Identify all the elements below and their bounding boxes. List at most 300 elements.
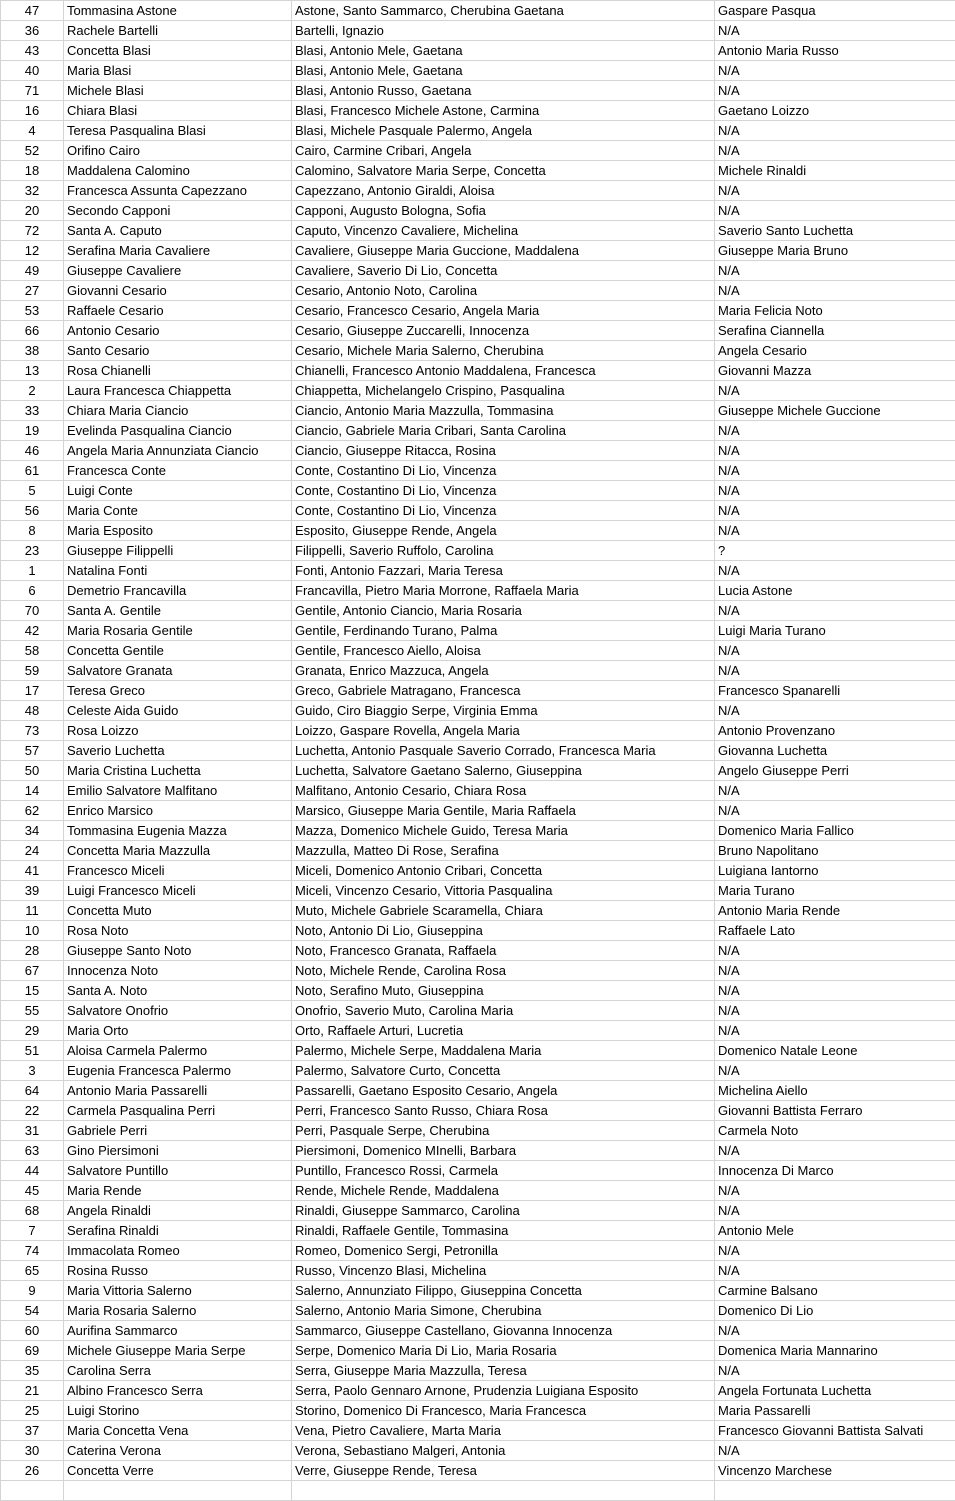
- spouse-cell[interactable]: N/A: [715, 561, 955, 581]
- name-cell[interactable]: Maria Conte: [64, 501, 292, 521]
- name-cell[interactable]: Salvatore Granata: [64, 661, 292, 681]
- record-number-cell[interactable]: 40: [1, 61, 64, 81]
- spouse-cell[interactable]: N/A: [715, 61, 955, 81]
- name-cell[interactable]: Serafina Maria Cavaliere: [64, 241, 292, 261]
- spouse-cell[interactable]: N/A: [715, 141, 955, 161]
- parents-cell[interactable]: Puntillo, Francesco Rossi, Carmela: [292, 1161, 715, 1181]
- parents-cell[interactable]: Verre, Giuseppe Rende, Teresa: [292, 1461, 715, 1481]
- name-cell[interactable]: Chiara Blasi: [64, 101, 292, 121]
- record-number-cell[interactable]: 47: [1, 1, 64, 21]
- spouse-cell[interactable]: Gaspare Pasqua: [715, 1, 955, 21]
- name-cell[interactable]: Michele Blasi: [64, 81, 292, 101]
- name-cell[interactable]: Orifino Cairo: [64, 141, 292, 161]
- record-number-cell[interactable]: 27: [1, 281, 64, 301]
- parents-cell[interactable]: Esposito, Giuseppe Rende, Angela: [292, 521, 715, 541]
- name-cell[interactable]: Salvatore Onofrio: [64, 1001, 292, 1021]
- name-cell[interactable]: Angela Maria Annunziata Ciancio: [64, 441, 292, 461]
- record-number-cell[interactable]: 63: [1, 1141, 64, 1161]
- record-number-cell[interactable]: 68: [1, 1201, 64, 1221]
- parents-cell[interactable]: Noto, Francesco Granata, Raffaela: [292, 941, 715, 961]
- record-number-cell[interactable]: 52: [1, 141, 64, 161]
- record-number-cell[interactable]: 67: [1, 961, 64, 981]
- parents-cell[interactable]: Marsico, Giuseppe Maria Gentile, Maria Raffaela: [292, 801, 715, 821]
- parents-cell[interactable]: Perri, Francesco Santo Russo, Chiara Rosa: [292, 1101, 715, 1121]
- spouse-cell[interactable]: Serafina Ciannella: [715, 321, 955, 341]
- name-cell[interactable]: Maria Rosaria Gentile: [64, 621, 292, 641]
- name-cell[interactable]: Rosa Chianelli: [64, 361, 292, 381]
- empty-cell[interactable]: [1, 1481, 64, 1501]
- name-cell[interactable]: Santa A. Gentile: [64, 601, 292, 621]
- spouse-cell[interactable]: Maria Passarelli: [715, 1401, 955, 1421]
- record-number-cell[interactable]: 59: [1, 661, 64, 681]
- record-number-cell[interactable]: 6: [1, 581, 64, 601]
- spouse-cell[interactable]: Vincenzo Marchese: [715, 1461, 955, 1481]
- empty-cell[interactable]: [292, 1481, 715, 1501]
- name-cell[interactable]: Caterina Verona: [64, 1441, 292, 1461]
- record-number-cell[interactable]: 5: [1, 481, 64, 501]
- parents-cell[interactable]: Ciancio, Giuseppe Ritacca, Rosina: [292, 441, 715, 461]
- name-cell[interactable]: Chiara Maria Ciancio: [64, 401, 292, 421]
- name-cell[interactable]: Rosa Noto: [64, 921, 292, 941]
- spouse-cell[interactable]: N/A: [715, 201, 955, 221]
- spouse-cell[interactable]: N/A: [715, 1261, 955, 1281]
- name-cell[interactable]: Secondo Capponi: [64, 201, 292, 221]
- spouse-cell[interactable]: Antonio Mele: [715, 1221, 955, 1241]
- record-number-cell[interactable]: 37: [1, 1421, 64, 1441]
- record-number-cell[interactable]: 50: [1, 761, 64, 781]
- record-number-cell[interactable]: 3: [1, 1061, 64, 1081]
- record-number-cell[interactable]: 60: [1, 1321, 64, 1341]
- record-number-cell[interactable]: 10: [1, 921, 64, 941]
- parents-cell[interactable]: Noto, Serafino Muto, Giuseppina: [292, 981, 715, 1001]
- parents-cell[interactable]: Rinaldi, Raffaele Gentile, Tommasina: [292, 1221, 715, 1241]
- record-number-cell[interactable]: 31: [1, 1121, 64, 1141]
- record-number-cell[interactable]: 32: [1, 181, 64, 201]
- parents-cell[interactable]: Loizzo, Gaspare Rovella, Angela Maria: [292, 721, 715, 741]
- name-cell[interactable]: Rosina Russo: [64, 1261, 292, 1281]
- record-number-cell[interactable]: 51: [1, 1041, 64, 1061]
- spouse-cell[interactable]: Angelo Giuseppe Perri: [715, 761, 955, 781]
- spouse-cell[interactable]: N/A: [715, 1061, 955, 1081]
- spouse-cell[interactable]: Giovanna Luchetta: [715, 741, 955, 761]
- parents-cell[interactable]: Noto, Antonio Di Lio, Giuseppina: [292, 921, 715, 941]
- parents-cell[interactable]: Blasi, Michele Pasquale Palermo, Angela: [292, 121, 715, 141]
- spouse-cell[interactable]: Carmela Noto: [715, 1121, 955, 1141]
- record-number-cell[interactable]: 71: [1, 81, 64, 101]
- name-cell[interactable]: Francesca Conte: [64, 461, 292, 481]
- parents-cell[interactable]: Passarelli, Gaetano Esposito Cesario, Angela: [292, 1081, 715, 1101]
- name-cell[interactable]: Giovanni Cesario: [64, 281, 292, 301]
- name-cell[interactable]: Concetta Blasi: [64, 41, 292, 61]
- parents-cell[interactable]: Sammarco, Giuseppe Castellano, Giovanna Innocenza: [292, 1321, 715, 1341]
- name-cell[interactable]: Immacolata Romeo: [64, 1241, 292, 1261]
- parents-cell[interactable]: Ciancio, Antonio Maria Mazzulla, Tommasina: [292, 401, 715, 421]
- name-cell[interactable]: Raffaele Cesario: [64, 301, 292, 321]
- name-cell[interactable]: Enrico Marsico: [64, 801, 292, 821]
- record-number-cell[interactable]: 17: [1, 681, 64, 701]
- spouse-cell[interactable]: N/A: [715, 521, 955, 541]
- record-number-cell[interactable]: 8: [1, 521, 64, 541]
- spouse-cell[interactable]: Maria Turano: [715, 881, 955, 901]
- spouse-cell[interactable]: N/A: [715, 1241, 955, 1261]
- name-cell[interactable]: Tommasina Astone: [64, 1, 292, 21]
- parents-cell[interactable]: Gentile, Ferdinando Turano, Palma: [292, 621, 715, 641]
- spouse-cell[interactable]: N/A: [715, 601, 955, 621]
- parents-cell[interactable]: Piersimoni, Domenico MInelli, Barbara: [292, 1141, 715, 1161]
- name-cell[interactable]: Gino Piersimoni: [64, 1141, 292, 1161]
- record-number-cell[interactable]: 48: [1, 701, 64, 721]
- record-number-cell[interactable]: 16: [1, 101, 64, 121]
- parents-cell[interactable]: Granata, Enrico Mazzuca, Angela: [292, 661, 715, 681]
- parents-cell[interactable]: Luchetta, Antonio Pasquale Saverio Corrado, Francesca Maria: [292, 741, 715, 761]
- record-number-cell[interactable]: 29: [1, 1021, 64, 1041]
- spouse-cell[interactable]: N/A: [715, 701, 955, 721]
- spouse-cell[interactable]: Saverio Santo Luchetta: [715, 221, 955, 241]
- parents-cell[interactable]: Cavaliere, Saverio Di Lio, Concetta: [292, 261, 715, 281]
- record-number-cell[interactable]: 4: [1, 121, 64, 141]
- parents-cell[interactable]: Rinaldi, Giuseppe Sammarco, Carolina: [292, 1201, 715, 1221]
- name-cell[interactable]: Maria Vittoria Salerno: [64, 1281, 292, 1301]
- spouse-cell[interactable]: N/A: [715, 381, 955, 401]
- record-number-cell[interactable]: 30: [1, 1441, 64, 1461]
- parents-cell[interactable]: Conte, Costantino Di Lio, Vincenza: [292, 481, 715, 501]
- name-cell[interactable]: Francesco Miceli: [64, 861, 292, 881]
- spouse-cell[interactable]: ?: [715, 541, 955, 561]
- empty-cell[interactable]: [715, 1481, 955, 1501]
- name-cell[interactable]: Santa A. Caputo: [64, 221, 292, 241]
- spouse-cell[interactable]: Angela Cesario: [715, 341, 955, 361]
- parents-cell[interactable]: Mazza, Domenico Michele Guido, Teresa Maria: [292, 821, 715, 841]
- record-number-cell[interactable]: 28: [1, 941, 64, 961]
- parents-cell[interactable]: Malfitano, Antonio Cesario, Chiara Rosa: [292, 781, 715, 801]
- spouse-cell[interactable]: Michele Rinaldi: [715, 161, 955, 181]
- record-number-cell[interactable]: 19: [1, 421, 64, 441]
- name-cell[interactable]: Antonio Cesario: [64, 321, 292, 341]
- parents-cell[interactable]: Chiappetta, Michelangelo Crispino, Pasqualina: [292, 381, 715, 401]
- record-number-cell[interactable]: 36: [1, 21, 64, 41]
- record-number-cell[interactable]: 56: [1, 501, 64, 521]
- parents-cell[interactable]: Miceli, Domenico Antonio Cribari, Concetta: [292, 861, 715, 881]
- record-number-cell[interactable]: 46: [1, 441, 64, 461]
- spouse-cell[interactable]: Giovanni Mazza: [715, 361, 955, 381]
- name-cell[interactable]: Rachele Bartelli: [64, 21, 292, 41]
- spouse-cell[interactable]: N/A: [715, 1441, 955, 1461]
- parents-cell[interactable]: Russo, Vincenzo Blasi, Michelina: [292, 1261, 715, 1281]
- spouse-cell[interactable]: Domenica Maria Mannarino: [715, 1341, 955, 1361]
- parents-cell[interactable]: Muto, Michele Gabriele Scaramella, Chiara: [292, 901, 715, 921]
- spouse-cell[interactable]: N/A: [715, 961, 955, 981]
- parents-cell[interactable]: Vena, Pietro Cavaliere, Marta Maria: [292, 1421, 715, 1441]
- spouse-cell[interactable]: Angela Fortunata Luchetta: [715, 1381, 955, 1401]
- name-cell[interactable]: Maria Concetta Vena: [64, 1421, 292, 1441]
- name-cell[interactable]: Eugenia Francesca Palermo: [64, 1061, 292, 1081]
- record-number-cell[interactable]: 15: [1, 981, 64, 1001]
- spouse-cell[interactable]: Domenico Natale Leone: [715, 1041, 955, 1061]
- name-cell[interactable]: Serafina Rinaldi: [64, 1221, 292, 1241]
- parents-cell[interactable]: Romeo, Domenico Sergi, Petronilla: [292, 1241, 715, 1261]
- name-cell[interactable]: Evelinda Pasqualina Ciancio: [64, 421, 292, 441]
- parents-cell[interactable]: Conte, Costantino Di Lio, Vincenza: [292, 501, 715, 521]
- parents-cell[interactable]: Filippelli, Saverio Ruffolo, Carolina: [292, 541, 715, 561]
- parents-cell[interactable]: Noto, Michele Rende, Carolina Rosa: [292, 961, 715, 981]
- name-cell[interactable]: Maria Blasi: [64, 61, 292, 81]
- parents-cell[interactable]: Cesario, Francesco Cesario, Angela Maria: [292, 301, 715, 321]
- name-cell[interactable]: Aurifina Sammarco: [64, 1321, 292, 1341]
- record-number-cell[interactable]: 14: [1, 781, 64, 801]
- parents-cell[interactable]: Salerno, Annunziato Filippo, Giuseppina Concetta: [292, 1281, 715, 1301]
- parents-cell[interactable]: Guido, Ciro Biaggio Serpe, Virginia Emma: [292, 701, 715, 721]
- spouse-cell[interactable]: N/A: [715, 1141, 955, 1161]
- spouse-cell[interactable]: N/A: [715, 1021, 955, 1041]
- record-number-cell[interactable]: 25: [1, 1401, 64, 1421]
- parents-cell[interactable]: Capponi, Augusto Bologna, Sofia: [292, 201, 715, 221]
- spouse-cell[interactable]: Innocenza Di Marco: [715, 1161, 955, 1181]
- name-cell[interactable]: Maria Rende: [64, 1181, 292, 1201]
- spouse-cell[interactable]: Luigi Maria Turano: [715, 621, 955, 641]
- name-cell[interactable]: Laura Francesca Chiappetta: [64, 381, 292, 401]
- spouse-cell[interactable]: N/A: [715, 641, 955, 661]
- record-number-cell[interactable]: 34: [1, 821, 64, 841]
- record-number-cell[interactable]: 1: [1, 561, 64, 581]
- record-number-cell[interactable]: 44: [1, 1161, 64, 1181]
- parents-cell[interactable]: Cesario, Michele Maria Salerno, Cherubina: [292, 341, 715, 361]
- name-cell[interactable]: Albino Francesco Serra: [64, 1381, 292, 1401]
- record-number-cell[interactable]: 66: [1, 321, 64, 341]
- name-cell[interactable]: Santo Cesario: [64, 341, 292, 361]
- name-cell[interactable]: Gabriele Perri: [64, 1121, 292, 1141]
- spouse-cell[interactable]: N/A: [715, 81, 955, 101]
- spouse-cell[interactable]: Giuseppe Michele Guccione: [715, 401, 955, 421]
- spouse-cell[interactable]: N/A: [715, 661, 955, 681]
- spouse-cell[interactable]: N/A: [715, 941, 955, 961]
- parents-cell[interactable]: Cesario, Antonio Noto, Carolina: [292, 281, 715, 301]
- record-number-cell[interactable]: 42: [1, 621, 64, 641]
- parents-cell[interactable]: Blasi, Antonio Mele, Gaetana: [292, 41, 715, 61]
- name-cell[interactable]: Aloisa Carmela Palermo: [64, 1041, 292, 1061]
- record-number-cell[interactable]: 2: [1, 381, 64, 401]
- record-number-cell[interactable]: 12: [1, 241, 64, 261]
- name-cell[interactable]: Carolina Serra: [64, 1361, 292, 1381]
- spouse-cell[interactable]: Antonio Maria Rende: [715, 901, 955, 921]
- record-number-cell[interactable]: 72: [1, 221, 64, 241]
- record-number-cell[interactable]: 23: [1, 541, 64, 561]
- spouse-cell[interactable]: Raffaele Lato: [715, 921, 955, 941]
- record-number-cell[interactable]: 38: [1, 341, 64, 361]
- record-number-cell[interactable]: 45: [1, 1181, 64, 1201]
- parents-cell[interactable]: Caputo, Vincenzo Cavaliere, Michelina: [292, 221, 715, 241]
- record-number-cell[interactable]: 22: [1, 1101, 64, 1121]
- spouse-cell[interactable]: N/A: [715, 1361, 955, 1381]
- record-number-cell[interactable]: 55: [1, 1001, 64, 1021]
- spouse-cell[interactable]: Francesco Spanarelli: [715, 681, 955, 701]
- spouse-cell[interactable]: N/A: [715, 21, 955, 41]
- parents-cell[interactable]: Capezzano, Antonio Giraldi, Aloisa: [292, 181, 715, 201]
- name-cell[interactable]: Francesca Assunta Capezzano: [64, 181, 292, 201]
- name-cell[interactable]: Maria Orto: [64, 1021, 292, 1041]
- record-number-cell[interactable]: 53: [1, 301, 64, 321]
- empty-cell[interactable]: [64, 1481, 292, 1501]
- spouse-cell[interactable]: Giovanni Battista Ferraro: [715, 1101, 955, 1121]
- parents-cell[interactable]: Serpe, Domenico Maria Di Lio, Maria Rosaria: [292, 1341, 715, 1361]
- spouse-cell[interactable]: N/A: [715, 801, 955, 821]
- name-cell[interactable]: Concetta Muto: [64, 901, 292, 921]
- record-number-cell[interactable]: 43: [1, 41, 64, 61]
- spouse-cell[interactable]: N/A: [715, 461, 955, 481]
- name-cell[interactable]: Maddalena Calomino: [64, 161, 292, 181]
- record-number-cell[interactable]: 70: [1, 601, 64, 621]
- parents-cell[interactable]: Salerno, Antonio Maria Simone, Cherubina: [292, 1301, 715, 1321]
- spouse-cell[interactable]: Domenico Maria Fallico: [715, 821, 955, 841]
- record-number-cell[interactable]: 11: [1, 901, 64, 921]
- name-cell[interactable]: Celeste Aida Guido: [64, 701, 292, 721]
- spouse-cell[interactable]: N/A: [715, 481, 955, 501]
- parents-cell[interactable]: Cesario, Giuseppe Zuccarelli, Innocenza: [292, 321, 715, 341]
- record-number-cell[interactable]: 20: [1, 201, 64, 221]
- record-number-cell[interactable]: 9: [1, 1281, 64, 1301]
- name-cell[interactable]: Saverio Luchetta: [64, 741, 292, 761]
- spouse-cell[interactable]: Giuseppe Maria Bruno: [715, 241, 955, 261]
- record-number-cell[interactable]: 57: [1, 741, 64, 761]
- parents-cell[interactable]: Serra, Paolo Gennaro Arnone, Prudenzia Luigiana Esposito: [292, 1381, 715, 1401]
- parents-cell[interactable]: Orto, Raffaele Arturi, Lucretia: [292, 1021, 715, 1041]
- spouse-cell[interactable]: Bruno Napolitano: [715, 841, 955, 861]
- parents-cell[interactable]: Ciancio, Gabriele Maria Cribari, Santa Carolina: [292, 421, 715, 441]
- name-cell[interactable]: Maria Esposito: [64, 521, 292, 541]
- name-cell[interactable]: Innocenza Noto: [64, 961, 292, 981]
- spouse-cell[interactable]: N/A: [715, 1001, 955, 1021]
- spouse-cell[interactable]: N/A: [715, 281, 955, 301]
- spouse-cell[interactable]: Maria Felicia Noto: [715, 301, 955, 321]
- record-number-cell[interactable]: 58: [1, 641, 64, 661]
- spouse-cell[interactable]: N/A: [715, 181, 955, 201]
- parents-cell[interactable]: Chianelli, Francesco Antonio Maddalena, Francesca: [292, 361, 715, 381]
- parents-cell[interactable]: Verona, Sebastiano Malgeri, Antonia: [292, 1441, 715, 1461]
- spouse-cell[interactable]: Antonio Maria Russo: [715, 41, 955, 61]
- name-cell[interactable]: Giuseppe Cavaliere: [64, 261, 292, 281]
- name-cell[interactable]: Antonio Maria Passarelli: [64, 1081, 292, 1101]
- name-cell[interactable]: Emilio Salvatore Malfitano: [64, 781, 292, 801]
- name-cell[interactable]: Concetta Maria Mazzulla: [64, 841, 292, 861]
- parents-cell[interactable]: Miceli, Vincenzo Cesario, Vittoria Pasqualina: [292, 881, 715, 901]
- parents-cell[interactable]: Calomino, Salvatore Maria Serpe, Concetta: [292, 161, 715, 181]
- parents-cell[interactable]: Rende, Michele Rende, Maddalena: [292, 1181, 715, 1201]
- record-number-cell[interactable]: 54: [1, 1301, 64, 1321]
- parents-cell[interactable]: Gentile, Francesco Aiello, Aloisa: [292, 641, 715, 661]
- record-number-cell[interactable]: 65: [1, 1261, 64, 1281]
- record-number-cell[interactable]: 49: [1, 261, 64, 281]
- parents-cell[interactable]: Serra, Giuseppe Maria Mazzulla, Teresa: [292, 1361, 715, 1381]
- name-cell[interactable]: Giuseppe Santo Noto: [64, 941, 292, 961]
- spouse-cell[interactable]: Luigiana Iantorno: [715, 861, 955, 881]
- spouse-cell[interactable]: N/A: [715, 1181, 955, 1201]
- spouse-cell[interactable]: N/A: [715, 1321, 955, 1341]
- parents-cell[interactable]: Cavaliere, Giuseppe Maria Guccione, Maddalena: [292, 241, 715, 261]
- parents-cell[interactable]: Astone, Santo Sammarco, Cherubina Gaetana: [292, 1, 715, 21]
- name-cell[interactable]: Angela Rinaldi: [64, 1201, 292, 1221]
- name-cell[interactable]: Tommasina Eugenia Mazza: [64, 821, 292, 841]
- record-number-cell[interactable]: 62: [1, 801, 64, 821]
- name-cell[interactable]: Luigi Conte: [64, 481, 292, 501]
- parents-cell[interactable]: Francavilla, Pietro Maria Morrone, Raffaela Maria: [292, 581, 715, 601]
- name-cell[interactable]: Teresa Greco: [64, 681, 292, 701]
- name-cell[interactable]: Carmela Pasqualina Perri: [64, 1101, 292, 1121]
- name-cell[interactable]: Demetrio Francavilla: [64, 581, 292, 601]
- parents-cell[interactable]: Blasi, Antonio Russo, Gaetana: [292, 81, 715, 101]
- spouse-cell[interactable]: N/A: [715, 981, 955, 1001]
- parents-cell[interactable]: Conte, Costantino Di Lio, Vincenza: [292, 461, 715, 481]
- name-cell[interactable]: Salvatore Puntillo: [64, 1161, 292, 1181]
- record-number-cell[interactable]: 69: [1, 1341, 64, 1361]
- record-number-cell[interactable]: 73: [1, 721, 64, 741]
- name-cell[interactable]: Santa A. Noto: [64, 981, 292, 1001]
- record-number-cell[interactable]: 13: [1, 361, 64, 381]
- parents-cell[interactable]: Storino, Domenico Di Francesco, Maria Francesca: [292, 1401, 715, 1421]
- parents-cell[interactable]: Blasi, Francesco Michele Astone, Carmina: [292, 101, 715, 121]
- record-number-cell[interactable]: 39: [1, 881, 64, 901]
- spouse-cell[interactable]: N/A: [715, 261, 955, 281]
- spouse-cell[interactable]: Lucia Astone: [715, 581, 955, 601]
- spouse-cell[interactable]: N/A: [715, 1201, 955, 1221]
- spouse-cell[interactable]: N/A: [715, 121, 955, 141]
- record-number-cell[interactable]: 64: [1, 1081, 64, 1101]
- spouse-cell[interactable]: Gaetano Loizzo: [715, 101, 955, 121]
- record-number-cell[interactable]: 41: [1, 861, 64, 881]
- record-number-cell[interactable]: 26: [1, 1461, 64, 1481]
- record-number-cell[interactable]: 18: [1, 161, 64, 181]
- parents-cell[interactable]: Palermo, Salvatore Curto, Concetta: [292, 1061, 715, 1081]
- spouse-cell[interactable]: N/A: [715, 781, 955, 801]
- spouse-cell[interactable]: Michelina Aiello: [715, 1081, 955, 1101]
- spouse-cell[interactable]: N/A: [715, 421, 955, 441]
- name-cell[interactable]: Concetta Verre: [64, 1461, 292, 1481]
- record-number-cell[interactable]: 61: [1, 461, 64, 481]
- parents-cell[interactable]: Palermo, Michele Serpe, Maddalena Maria: [292, 1041, 715, 1061]
- name-cell[interactable]: Maria Rosaria Salerno: [64, 1301, 292, 1321]
- record-number-cell[interactable]: 74: [1, 1241, 64, 1261]
- name-cell[interactable]: Luigi Storino: [64, 1401, 292, 1421]
- record-number-cell[interactable]: 21: [1, 1381, 64, 1401]
- parents-cell[interactable]: Gentile, Antonio Ciancio, Maria Rosaria: [292, 601, 715, 621]
- record-number-cell[interactable]: 24: [1, 841, 64, 861]
- spouse-cell[interactable]: Francesco Giovanni Battista Salvati: [715, 1421, 955, 1441]
- parents-cell[interactable]: Greco, Gabriele Matragano, Francesca: [292, 681, 715, 701]
- spouse-cell[interactable]: N/A: [715, 501, 955, 521]
- name-cell[interactable]: Concetta Gentile: [64, 641, 292, 661]
- spouse-cell[interactable]: Carmine Balsano: [715, 1281, 955, 1301]
- name-cell[interactable]: Natalina Fonti: [64, 561, 292, 581]
- parents-cell[interactable]: Luchetta, Salvatore Gaetano Salerno, Giuseppina: [292, 761, 715, 781]
- name-cell[interactable]: Michele Giuseppe Maria Serpe: [64, 1341, 292, 1361]
- parents-cell[interactable]: Mazzulla, Matteo Di Rose, Serafina: [292, 841, 715, 861]
- spouse-cell[interactable]: Domenico Di Lio: [715, 1301, 955, 1321]
- name-cell[interactable]: Teresa Pasqualina Blasi: [64, 121, 292, 141]
- name-cell[interactable]: Luigi Francesco Miceli: [64, 881, 292, 901]
- parents-cell[interactable]: Fonti, Antonio Fazzari, Maria Teresa: [292, 561, 715, 581]
- record-number-cell[interactable]: 35: [1, 1361, 64, 1381]
- name-cell[interactable]: Rosa Loizzo: [64, 721, 292, 741]
- record-number-cell[interactable]: 33: [1, 401, 64, 421]
- parents-cell[interactable]: Cairo, Carmine Cribari, Angela: [292, 141, 715, 161]
- name-cell[interactable]: Maria Cristina Luchetta: [64, 761, 292, 781]
- name-cell[interactable]: Giuseppe Filippelli: [64, 541, 292, 561]
- spouse-cell[interactable]: N/A: [715, 441, 955, 461]
- spouse-cell[interactable]: Antonio Provenzano: [715, 721, 955, 741]
- record-number-cell[interactable]: 7: [1, 1221, 64, 1241]
- parents-cell[interactable]: Blasi, Antonio Mele, Gaetana: [292, 61, 715, 81]
- parents-cell[interactable]: Onofrio, Saverio Muto, Carolina Maria: [292, 1001, 715, 1021]
- parents-cell[interactable]: Perri, Pasquale Serpe, Cherubina: [292, 1121, 715, 1141]
- parents-cell[interactable]: Bartelli, Ignazio: [292, 21, 715, 41]
